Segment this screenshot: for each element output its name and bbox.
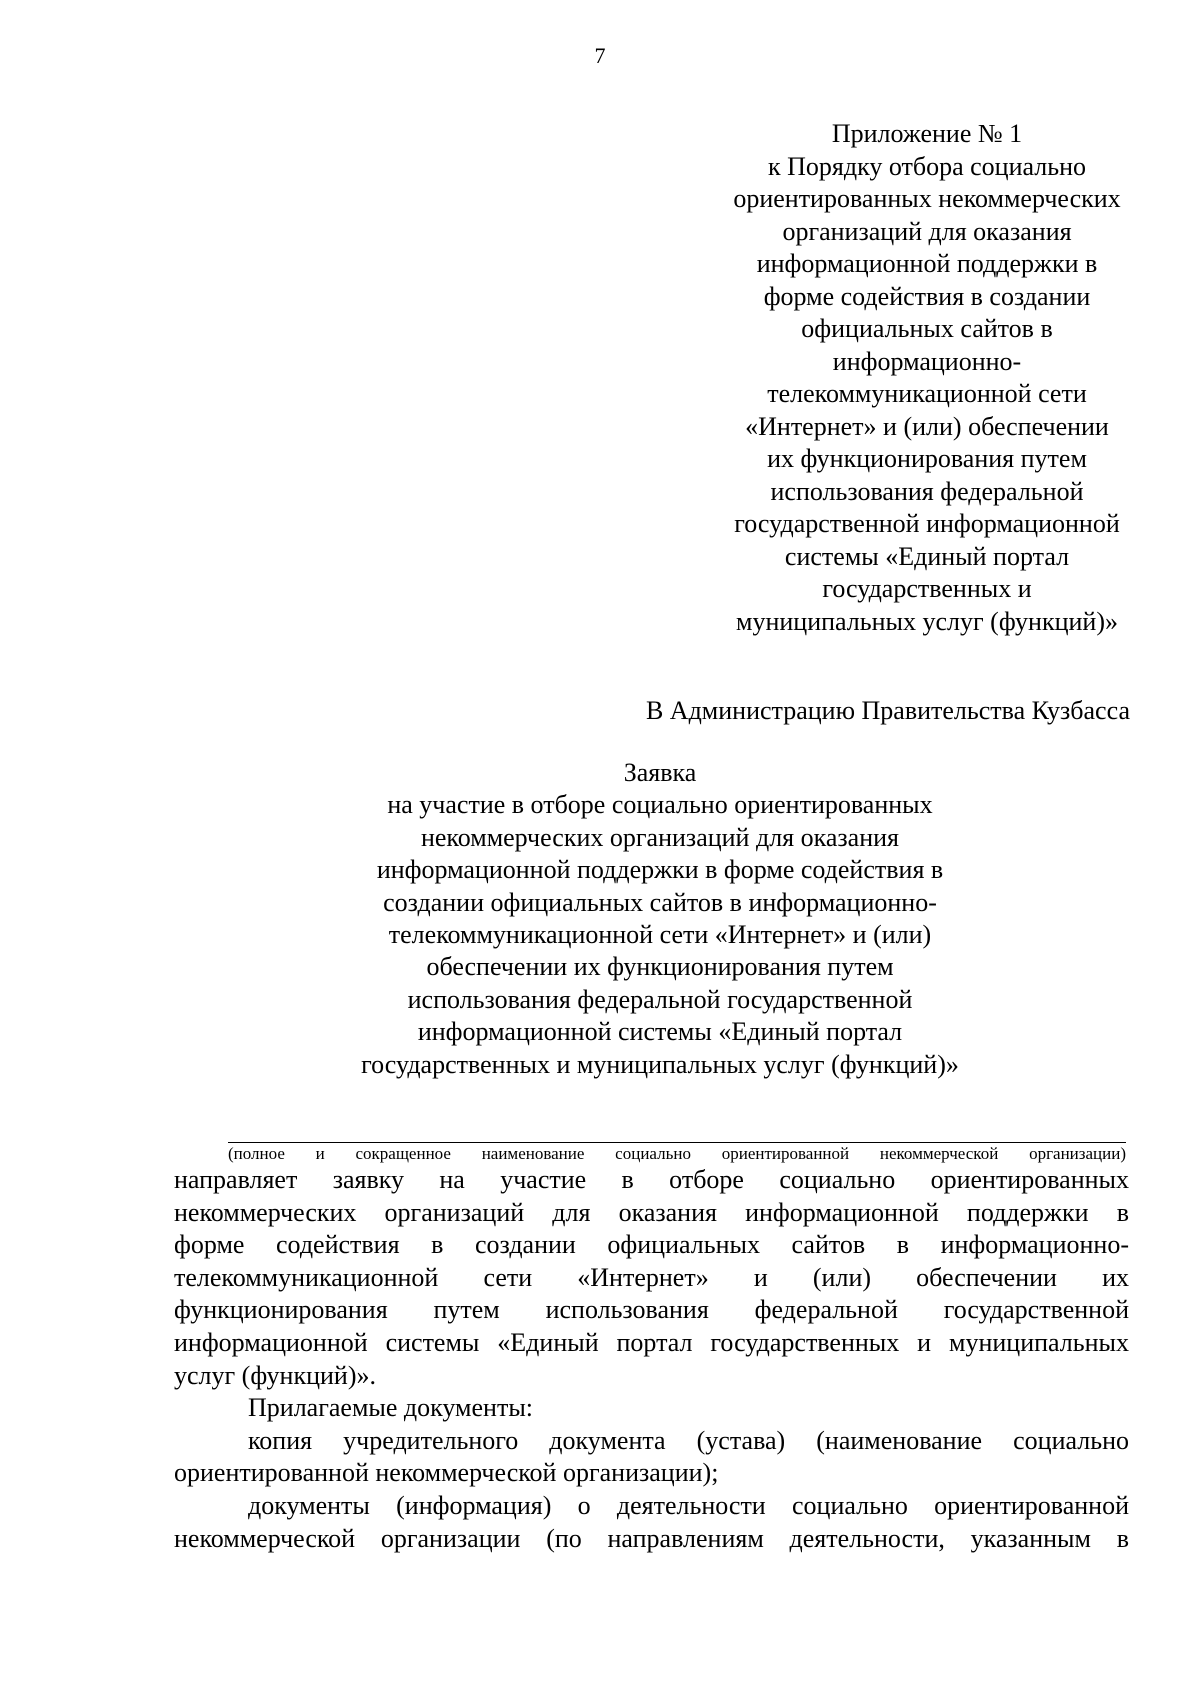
addressee: В Администрацию Правительства Кузбасса bbox=[645, 696, 1130, 725]
appendix-header bbox=[725, 118, 1129, 638]
body-line: телекоммуникационной сети «Интернет» и (или) обеспечении их bbox=[174, 1262, 1129, 1292]
page-number: 7 bbox=[594, 43, 606, 68]
organization-name-caption: (полное и сокращенное наименование социально ориентированной некоммерческой организации) bbox=[228, 1144, 1126, 1163]
appendix-line: «Интернет» и (или) обеспечении bbox=[745, 411, 1109, 441]
body-line: некоммерческих организаций для оказания информационной поддержки в bbox=[174, 1197, 1129, 1227]
appendix-line: использования федеральной bbox=[770, 476, 1084, 506]
body-text bbox=[174, 1164, 1129, 1555]
appendix-line: к Порядку отбора социально bbox=[767, 151, 1087, 181]
appendix-line: системы «Единый портал bbox=[784, 541, 1070, 571]
application-subtitle-line: информационной системы «Единый портал bbox=[417, 1017, 903, 1047]
body-line: информационной системы «Единый портал государственных и муниципальных bbox=[174, 1327, 1129, 1357]
attachment-item-line: некоммерческой организации (по направлениям деятельности, указанным в bbox=[174, 1523, 1129, 1553]
body-line: форме содействия в создании официальных сайтов в информационно- bbox=[174, 1230, 1129, 1260]
application-subtitle-line: обеспечении их функционирования путем bbox=[426, 952, 894, 982]
appendix-line: организаций для оказания bbox=[782, 216, 1072, 246]
appendix-line: информационно- bbox=[832, 346, 1022, 376]
appendix-line: государственных и bbox=[822, 574, 1032, 603]
application-title: Заявка bbox=[623, 758, 697, 787]
application-subtitle-line: некоммерческих организаций для оказания bbox=[420, 822, 900, 852]
application-title-block bbox=[300, 757, 1020, 1081]
attachment-item-line: копия учредительного документа (устава) (наименование социально bbox=[248, 1425, 1129, 1455]
appendix-line: государственной информационной bbox=[734, 509, 1120, 538]
appendix-line: информационной поддержки в bbox=[756, 249, 1098, 278]
appendix-line: их функционирования путем bbox=[767, 444, 1087, 473]
attachments-heading: Прилагаемые документы: bbox=[248, 1393, 534, 1423]
application-subtitle-line: государственных и муниципальных услуг (функций)» bbox=[361, 1049, 959, 1079]
appendix-line: ориентированных некоммерческих bbox=[733, 184, 1121, 213]
application-subtitle-line: создании официальных сайтов в информационно- bbox=[383, 887, 937, 917]
application-subtitle-line: телекоммуникационной сети «Интернет» и (или) bbox=[388, 920, 932, 950]
application-subtitle-line: информационной поддержки в форме содействия в bbox=[376, 855, 944, 885]
attachment-item-line: ориентированной некоммерческой организации); bbox=[174, 1458, 719, 1488]
application-subtitle-line: на участие в отборе социально ориентированных bbox=[387, 790, 933, 820]
attachment-item-line: документы (информация) о деятельности социально ориентированной bbox=[248, 1490, 1129, 1520]
appendix-line: официальных сайтов в bbox=[801, 314, 1053, 343]
application-subtitle-line: использования федеральной государственной bbox=[407, 984, 913, 1014]
body-line: направляет заявку на участие в отборе социально ориентированных bbox=[174, 1165, 1129, 1194]
appendix-line: муниципальных услуг (функций)» bbox=[736, 606, 1118, 636]
appendix-line: Приложение № 1 bbox=[831, 119, 1023, 148]
body-line: услуг (функций)». bbox=[174, 1360, 376, 1390]
appendix-line: форме содействия в создании bbox=[763, 281, 1091, 311]
body-line: функционирования путем использования федеральной государственной bbox=[174, 1295, 1129, 1325]
appendix-line: телекоммуникационной сети bbox=[767, 379, 1087, 408]
